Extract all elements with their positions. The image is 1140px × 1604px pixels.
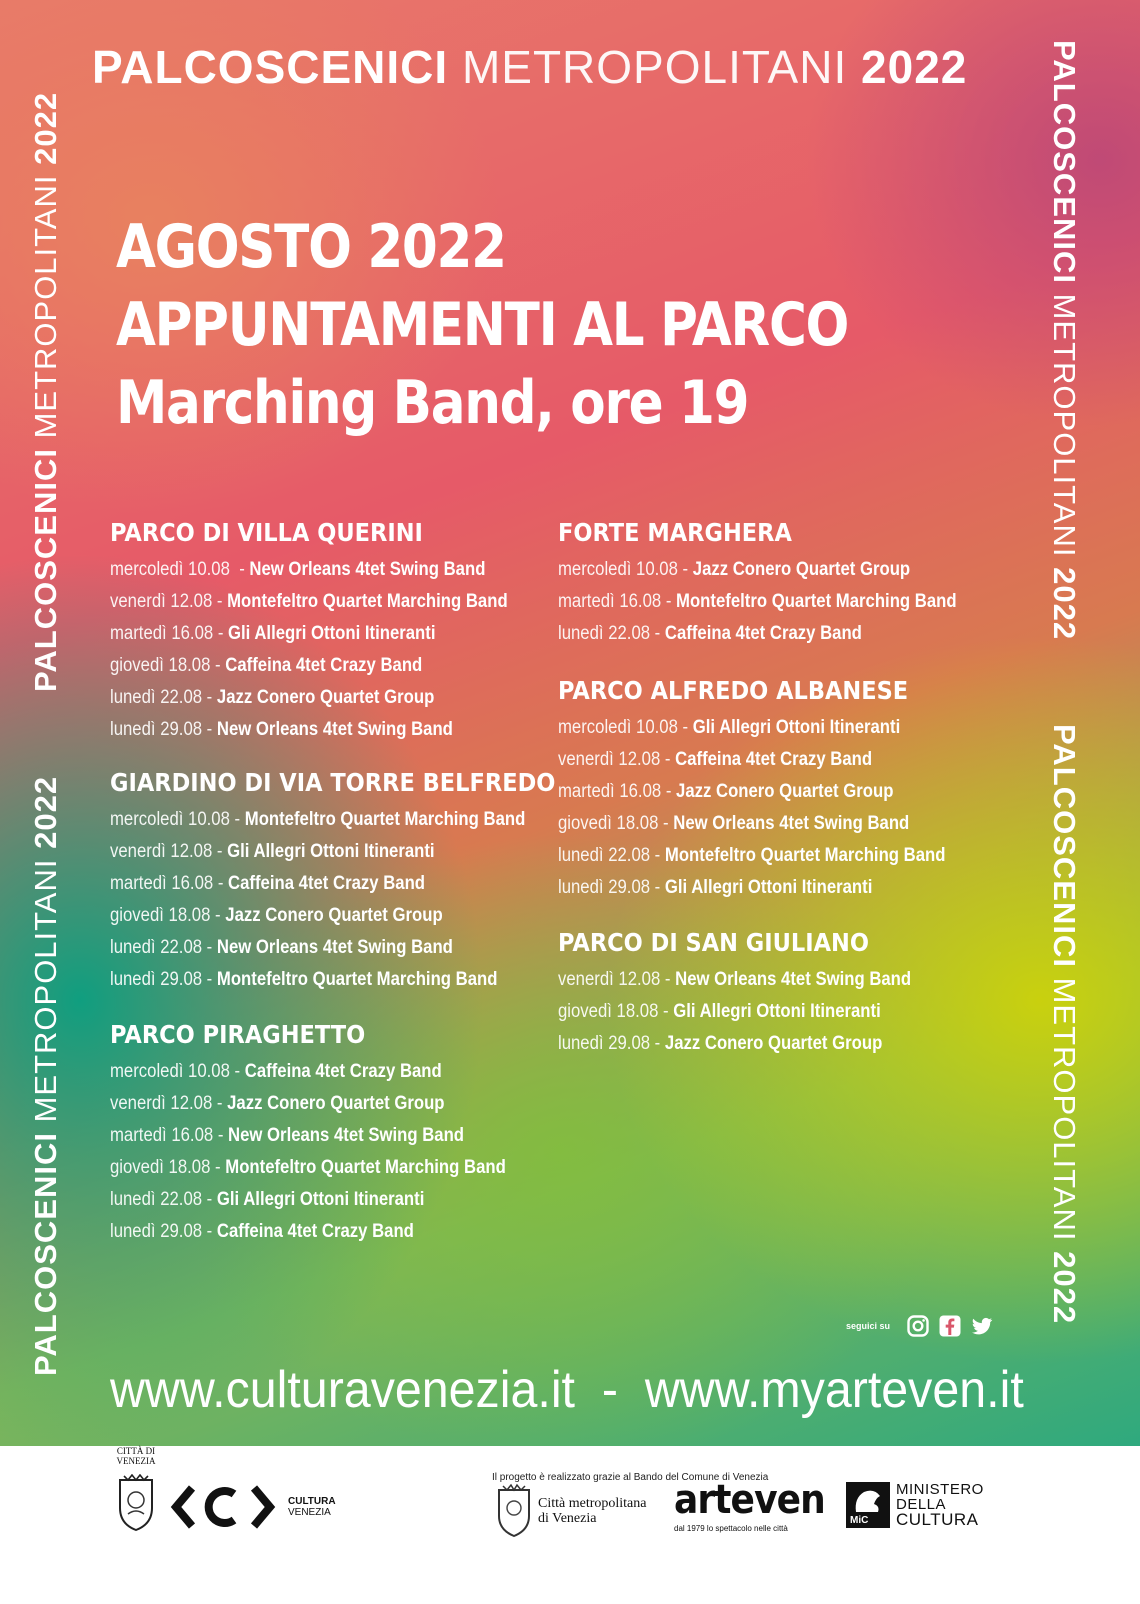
- event-row: [558, 554, 963, 586]
- event-band: Gli Allegri Ottoni Itineranti: [216, 1189, 425, 1210]
- arteven-logo: arteven dal 1979 lo spettacolo nelle città: [674, 1477, 825, 1533]
- twitter-icon[interactable]: [970, 1314, 994, 1338]
- event-date: martedì 16.08 -: [110, 623, 229, 644]
- event-row: [110, 1184, 515, 1216]
- mic-badge-icon: MiC: [846, 1482, 890, 1528]
- event-row: [558, 744, 963, 776]
- event-date: venerdì 12.08 -: [110, 841, 228, 862]
- event-band: New Orleans 4tet Swing Band: [216, 719, 453, 740]
- url-separator: -: [575, 1361, 645, 1419]
- event-band: Caffeina 4tet Crazy Band: [225, 655, 423, 676]
- event-date: mercoledì 10.08 -: [558, 717, 693, 738]
- event-row: [110, 586, 515, 618]
- headline-band-time: Marching Band, ore 19: [116, 368, 749, 438]
- event-row: [558, 776, 963, 808]
- event-date: lunedì 22.08 -: [558, 623, 665, 644]
- title-year: 2022: [861, 41, 968, 93]
- instagram-icon[interactable]: [906, 1314, 930, 1338]
- event-date: giovedì 18.08 -: [110, 905, 226, 926]
- website-links: [110, 1360, 1024, 1420]
- top-title: [92, 40, 1052, 94]
- event-date: giovedì 18.08 -: [558, 813, 674, 834]
- sponsor-footer: Il progetto è realizzato grazie al Bando del Comune di Venezia CITTÀ DI VENEZIA CULTURA VENEZIA Città metropolitana di Venezia arteven dal 1979 lo spettacolo nelle città MiC MINISTERO DELLA CULTURA: [0, 1446, 1140, 1604]
- headline: [116, 208, 848, 442]
- event-row: [110, 1088, 515, 1120]
- event-row: [110, 714, 515, 746]
- event-row: [110, 836, 515, 868]
- event-band: Caffeina 4tet Crazy Band: [244, 1061, 442, 1082]
- event-row: [558, 872, 963, 904]
- event-band: Montefeltro Quartet Marching Band: [664, 845, 946, 866]
- event-date: venerdì 12.08 -: [558, 969, 676, 990]
- event-band: Montefeltro Quartet Marching Band: [225, 1157, 506, 1178]
- vertical-title-left-top: PALCOSCENICI METROPOLITANI 2022: [28, 91, 63, 692]
- event-band: Caffeina 4tet Crazy Band: [675, 749, 873, 770]
- event-row: [110, 682, 515, 714]
- event-date: lunedì 22.08 -: [110, 687, 217, 708]
- event-band: Jazz Conero Quartet Group: [676, 781, 894, 802]
- venue-block: [558, 674, 1018, 904]
- event-band: New Orleans 4tet Swing Band: [673, 813, 910, 834]
- metropolitana-crest-icon: [494, 1482, 534, 1538]
- venezia-crest-icon: [114, 1474, 158, 1534]
- event-band: Jazz Conero Quartet Group: [225, 905, 443, 926]
- citta-metropolitana-logo: Città metropolitana di Venezia: [494, 1482, 534, 1543]
- social-links: [846, 1314, 994, 1338]
- facebook-icon[interactable]: [938, 1314, 962, 1338]
- event-date: lunedì 29.08 -: [110, 719, 217, 740]
- event-row: [558, 586, 963, 618]
- event-date: giovedì 18.08 -: [110, 655, 226, 676]
- venue-block: [110, 1018, 570, 1248]
- cultura-venezia-logo: CULTURA VENEZIA: [170, 1482, 276, 1537]
- event-row: [110, 868, 515, 900]
- venue-title: PARCO PIRAGHETTO: [110, 1020, 366, 1049]
- event-row: [558, 964, 963, 996]
- event-date: lunedì 29.08 -: [110, 969, 217, 990]
- event-band: Jazz Conero Quartet Group: [227, 1093, 445, 1114]
- event-row: [558, 996, 963, 1028]
- event-row: [110, 1120, 515, 1152]
- event-band: Caffeina 4tet Crazy Band: [664, 623, 862, 644]
- event-band: New Orleans 4tet Swing Band: [675, 969, 912, 990]
- event-date: lunedì 29.08 -: [558, 1033, 665, 1054]
- title-bold: PALCOSCENICI: [92, 41, 449, 93]
- event-date: mercoledì 10.08 -: [110, 1061, 245, 1082]
- venue-block: [110, 766, 570, 996]
- event-band: Montefeltro Quartet Marching Band: [227, 591, 508, 612]
- event-band: Gli Allegri Ottoni Itineranti: [673, 1001, 881, 1022]
- event-date: martedì 16.08 -: [110, 873, 229, 894]
- event-band: Gli Allegri Ottoni Itineranti: [692, 717, 901, 738]
- event-row: [558, 712, 963, 744]
- event-date: martedì 16.08 -: [558, 781, 677, 802]
- event-band: Montefeltro Quartet Marching Band: [244, 809, 526, 830]
- event-date: venerdì 12.08 -: [558, 749, 676, 770]
- cultura-c-icon: [170, 1482, 276, 1532]
- event-band: Gli Allegri Ottoni Itineranti: [228, 623, 436, 644]
- event-band: Gli Allegri Ottoni Itineranti: [227, 841, 435, 862]
- footer-note: Il progetto è realizzato grazie al Bando del Comune di Venezia: [492, 1472, 769, 1483]
- event-row: [110, 1216, 515, 1248]
- event-row: [110, 932, 515, 964]
- vertical-title-right-bottom: PALCOSCENICI METROPOLITANI 2022: [1047, 724, 1082, 1325]
- event-date: lunedì 22.08 -: [110, 937, 217, 958]
- event-row: [558, 808, 963, 840]
- event-date: giovedì 18.08 -: [558, 1001, 674, 1022]
- event-band: Montefeltro Quartet Marching Band: [676, 591, 957, 612]
- event-row: [110, 804, 526, 836]
- social-label: seguici su: [846, 1321, 891, 1331]
- title-thin: METROPOLITANI: [461, 41, 848, 93]
- event-row: [110, 554, 515, 586]
- venue-title: PARCO DI SAN GIULIANO: [558, 928, 869, 957]
- venue-block: [110, 516, 570, 746]
- event-date: mercoledì 10.08 -: [558, 559, 693, 580]
- event-row: [110, 1152, 515, 1184]
- headline-month: AGOSTO 2022: [116, 212, 506, 282]
- event-date: lunedì 29.08 -: [110, 1221, 217, 1242]
- event-row: [558, 840, 963, 872]
- event-date: martedì 16.08 -: [558, 591, 677, 612]
- event-date: lunedì 22.08 -: [558, 845, 665, 866]
- venue-block: [558, 926, 1018, 1060]
- event-date: mercoledì 10.08 -: [110, 559, 250, 580]
- event-row: [110, 900, 515, 932]
- event-band: Jazz Conero Quartet Group: [664, 1033, 883, 1054]
- venue-title: FORTE MARGHERA: [558, 518, 792, 547]
- event-band: Jazz Conero Quartet Group: [692, 559, 911, 580]
- event-band: Jazz Conero Quartet Group: [216, 687, 435, 708]
- url-myarteven[interactable]: www.myarteven.it: [644, 1361, 1024, 1419]
- vertical-title-right-top: PALCOSCENICI METROPOLITANI 2022: [1047, 40, 1082, 641]
- headline-subtitle: APPUNTAMENTI AL PARCO: [116, 290, 849, 360]
- event-row: [110, 650, 515, 682]
- event-row: [110, 618, 515, 650]
- event-band: Montefeltro Quartet Marching Band: [216, 969, 498, 990]
- vertical-title-left-bottom: PALCOSCENICI METROPOLITANI 2022: [28, 775, 63, 1376]
- event-band: Caffeina 4tet Crazy Band: [228, 873, 426, 894]
- event-date: venerdì 12.08 -: [110, 1093, 228, 1114]
- event-date: mercoledì 10.08 -: [110, 809, 245, 830]
- event-date: martedì 16.08 -: [110, 1125, 229, 1146]
- event-date: giovedì 18.08 -: [110, 1157, 226, 1178]
- venue-title: PARCO DI VILLA QUERINI: [110, 518, 423, 547]
- event-date: lunedì 22.08 -: [110, 1189, 217, 1210]
- event-band: Caffeina 4tet Crazy Band: [216, 1221, 414, 1242]
- event-band: New Orleans 4tet Swing Band: [249, 559, 486, 580]
- url-culturavenezia[interactable]: www.culturavenezia.it: [110, 1361, 575, 1419]
- event-row: [558, 1028, 963, 1060]
- event-date: venerdì 12.08 -: [110, 591, 228, 612]
- venue-title: PARCO ALFREDO ALBANESE: [558, 676, 909, 705]
- venue-title: GIARDINO DI VIA TORRE BELFREDO: [110, 768, 556, 797]
- event-row: [110, 964, 515, 996]
- event-band: New Orleans 4tet Swing Band: [228, 1125, 465, 1146]
- event-band: Gli Allegri Ottoni Itineranti: [664, 877, 873, 898]
- venue-block: [558, 516, 1018, 650]
- event-row: [110, 1056, 515, 1088]
- event-date: lunedì 29.08 -: [558, 877, 665, 898]
- event-row: [558, 618, 963, 650]
- event-band: New Orleans 4tet Swing Band: [216, 937, 453, 958]
